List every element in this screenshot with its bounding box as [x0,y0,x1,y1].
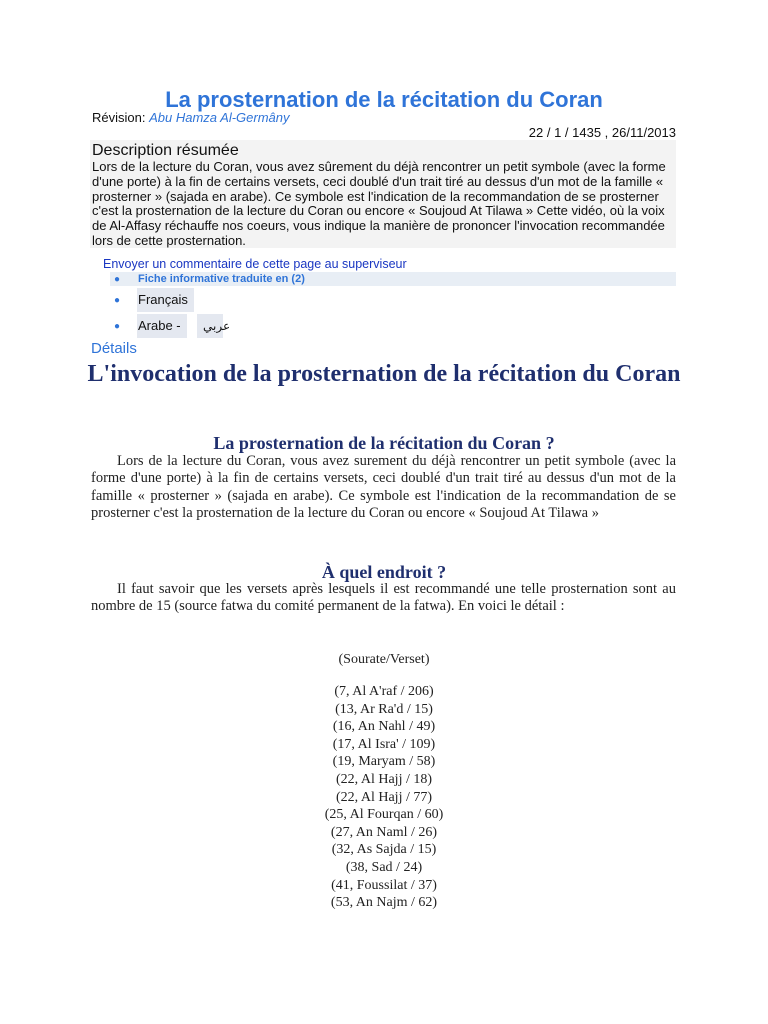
revision-author-link[interactable]: Abu Hamza Al-Germâny [149,110,290,125]
summary-heading: Description résumée [92,142,239,159]
list-item: (7, Al A'raf / 206) [334,684,434,699]
bullet-icon: ● [114,321,121,332]
list-item: (32, As Sajda / 15) [331,842,437,858]
feedback-link[interactable]: Envoyer un commentaire de cette page au superviseur [103,257,407,271]
details-link[interactable]: Détails [91,340,137,357]
section-heading-location: À quel endroit ? [321,562,447,582]
bullet-icon: ● [114,274,121,285]
list-item: (22, Al Hajj / 18) [335,771,433,787]
list-item: (53, An Najm / 62) [330,895,438,911]
language-link-arabic[interactable] [137,314,231,338]
translations-label: Fiche informative traduite en (2) [138,273,305,285]
publication-date: 22 / 1 / 1435 , 26/11/2013 [528,125,676,140]
revision-label: Révision: [92,110,146,125]
section-heading-recitation: La prosternation de la récitation du Coran ? [213,433,555,453]
language-label: Français [138,292,188,307]
list-header: (Sourate/Verset) [338,652,430,667]
language-native-label: عربي [203,319,231,333]
list-item: (16, An Nahl / 49) [332,719,436,735]
article-title: L'invocation de la prosternation de la récitation du Coran [87,361,681,387]
list-item: (13, Ar Ra'd / 15) [335,701,433,717]
language-separator [187,314,197,338]
section-text-location: Il faut savoir que les versets après lesquels il est recommandé une telle prosternation sont au nombre de 15 (source fatwa du comité permanent de la fatwa). En voici le détail : [91,581,676,615]
language-label: Arabe - [138,318,181,333]
summary-text: Lors de la lecture du Coran, vous avez sûrement du déjà rencontrer un petit symbole (avec la forme d'une porte) à la fin de certains versets, ceci doublé d'un trait tiré au dessus d'un mot de la famille « prosterner » (sajada en arabe). Ce symbole est l'indication de la recommandation de se prosterner c'est la prosternation de la lecture du Coran ou encore « Soujoud At Tilawa » Cette vidéo, où la voix de Al-Affasy réchauffe nos coeurs, vous indique la manière de prononcer l'invocation recommandée lors de cette prosternation. [92,159,666,248]
bullet-icon: ● [114,295,121,306]
list-item: (25, Al Fourqan / 60) [324,807,444,823]
list-item: (17, Al Isra' / 109) [332,736,436,752]
verse-reference-list [0,651,768,912]
language-link-french[interactable] [137,288,194,312]
list-item: (27, An Naml / 26) [330,824,438,840]
list-item: (41, Foussilat / 37) [331,877,437,893]
revision-line [92,110,290,126]
list-item: (19, Maryam / 58) [332,754,436,770]
section-text-recitation: Lors de la lecture du Coran, vous avez surement du déjà rencontrer un petit symbole (avec la forme d'une porte) à la fin de certains versets, ceci doublé d'un trait tiré au dessus d'un mot de la famille « prosterner » (sajada en arabe). Ce symbole est l'indication de la recommandation de se prosterner c'est la prosternation de la lecture du Coran ou encore « Soujoud At Tilawa » [91,453,676,522]
page-title: La prosternation de la récitation du Coran [165,87,603,112]
list-item: (38, Sad / 24) [345,859,423,875]
list-item: (22, Al Hajj / 77) [335,789,433,805]
